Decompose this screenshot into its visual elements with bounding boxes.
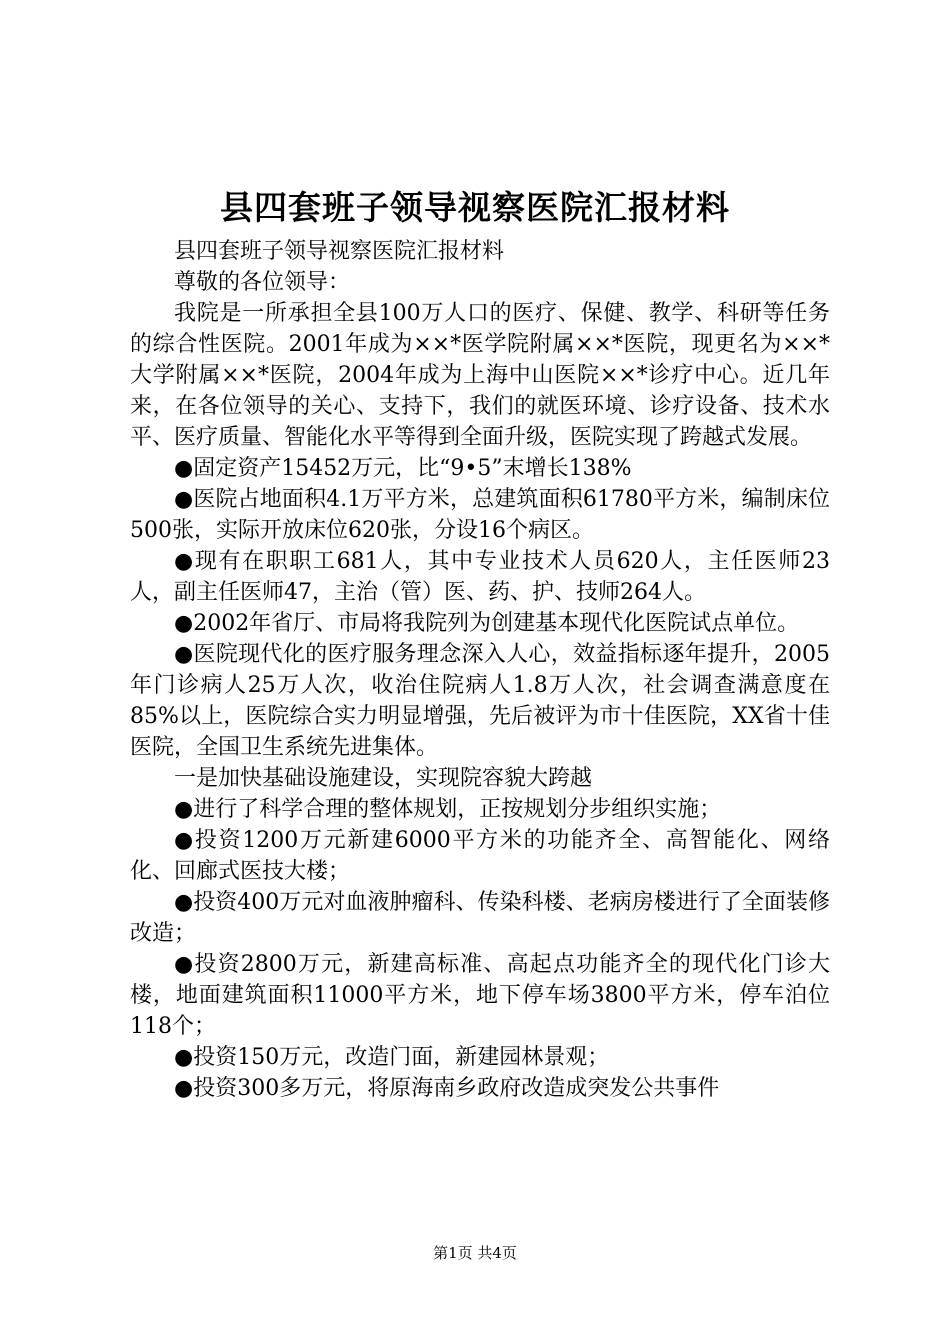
paragraph: ●现有在职职工681人，其中专业技术人员620人，主任医师23人，副主任医师47，主治（管）医、药、护、技师264人。 <box>130 549 830 605</box>
paragraph: ●投资2800万元，新建高标准、高起点功能齐全的现代化门诊大楼，地面建筑面积11000平方米，地下停车场3800平方米，停车泊位118个； <box>130 952 830 1039</box>
document-title: 县四套班子领导视察医院汇报材料 <box>220 188 730 227</box>
paragraph: 一是加快基础设施建设，实现院容貌大跨越 <box>174 766 593 791</box>
paragraph: ●医院现代化的医疗服务理念深入人心，效益指标逐年提升，2005年门诊病人25万人次，收治住院病人1.8万人次，社会调查满意度在85%以上，医院综合实力明显增强，先后被评为市十佳医院，XX省十佳医院，全国卫生系统先进集体。 <box>130 642 830 760</box>
paragraph: 我院是一所承担全县100万人口的医疗、保健、教学、科研等任务的综合性医院。2001年成为××*医学院附属××*医院，现更名为××*大学附属××*医院，2004年成为上海中山医院××*诊疗中心。近几年来，在各位领导的关心、支持下，我们的就医环境、诊疗设备、技术水平、医疗质量、智能化水平等得到全面升级，医院实现了跨越式发展。 <box>130 301 830 450</box>
page-footer: 第1页 共4页 <box>433 1244 517 1262</box>
paragraph: ●投资150万元，改造门面，新建园林景观； <box>174 1045 610 1070</box>
paragraph: ●固定资产15452万元，比“9•5”末增长138% <box>174 456 632 481</box>
paragraph: ●2002年省厅、市局将我院列为创建基本现代化医院试点单位。 <box>174 611 800 636</box>
paragraph: 尊敬的各位领导： <box>174 270 351 295</box>
paragraph: ●进行了科学合理的整体规划，正按规划分步组织实施； <box>174 797 722 822</box>
document-body <box>130 236 830 1104</box>
paragraph: 县四套班子领导视察医院汇报材料 <box>174 239 505 264</box>
paragraph: ●投资1200万元新建6000平方米的功能齐全、高智能化、网络化、回廊式医技大楼； <box>130 828 830 884</box>
paragraph: ●投资400万元对血液肿瘤科、传染科楼、老病房楼进行了全面装修改造； <box>130 890 830 946</box>
paragraph: ●医院占地面积4.1万平方米，总建筑面积61780平方米，编制床位500张，实际开放床位620张，分设16个病区。 <box>130 487 830 543</box>
paragraph: ●投资300多万元，将原海南乡政府改造成突发公共事件 <box>174 1076 720 1101</box>
